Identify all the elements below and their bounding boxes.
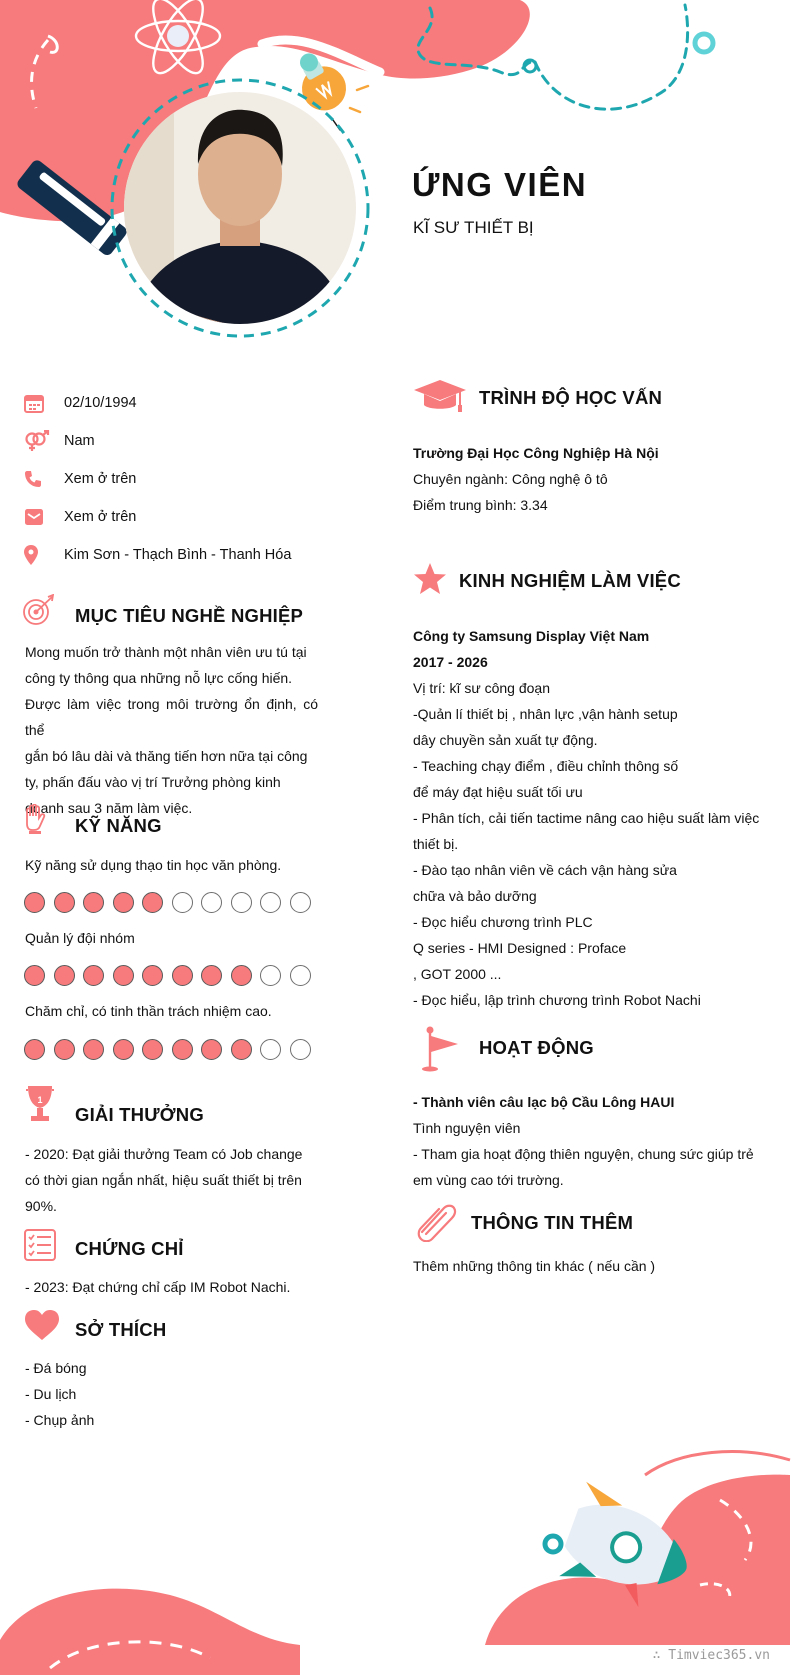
- rating-dot-filled: [83, 1039, 104, 1060]
- calendar-icon: [24, 391, 64, 415]
- rating-dot-filled: [201, 965, 222, 986]
- activities-line: - Tham gia hoạt động thiên nguyện, chung sức giúp trẻ: [413, 1146, 754, 1162]
- contact-address: [24, 536, 324, 574]
- activities-line: Tình nguyện viên: [413, 1120, 521, 1136]
- contact-list: [24, 384, 324, 574]
- awards-line: 90%.: [25, 1198, 57, 1214]
- education-major: Chuyên ngành: Công nghệ ô tô: [413, 471, 608, 487]
- certificate-line: - 2023: Đạt chứng chỉ cấp IM Robot Nachi.: [25, 1279, 291, 1295]
- rating-dot-empty: [260, 892, 281, 913]
- certificates-text: [25, 1274, 318, 1300]
- location-icon: [24, 543, 64, 567]
- experience-period: 2017 - 2026: [413, 654, 488, 670]
- extra-title: THÔNG TIN THÊM: [471, 1212, 634, 1233]
- contact-phone: [24, 460, 324, 498]
- experience-line: để máy đạt hiệu suất tối ưu: [413, 784, 583, 800]
- hobbies-title: SỞ THÍCH: [75, 1319, 167, 1340]
- hand-icon: [23, 804, 47, 839]
- education-title: TRÌNH ĐỘ HỌC VẤN: [479, 387, 663, 408]
- objective-title: MỤC TIÊU NGHỀ NGHIỆP: [75, 605, 304, 626]
- rating-dot-filled: [142, 965, 163, 986]
- rating-dot-filled: [83, 965, 104, 986]
- rating-dot-empty: [201, 892, 222, 913]
- contact-gender: [24, 422, 324, 460]
- objective-line: doanh sau 3 năm làm việc.: [25, 800, 193, 816]
- email-icon: [24, 505, 64, 529]
- paperclip-icon: [414, 1202, 458, 1247]
- rating-dot-empty: [290, 1039, 311, 1060]
- experience-line: - Teaching chạy điểm , điều chỉnh thông số: [413, 758, 679, 774]
- activities-title: HOẠT ĐỘNG: [479, 1037, 594, 1058]
- extra-line: Thêm những thông tin khác ( nếu cần ): [413, 1258, 656, 1274]
- rating-dot-filled: [54, 965, 75, 986]
- education-school: Trường Đại Học Công Nghiệp Hà Nội: [413, 445, 659, 461]
- target-icon: [22, 594, 58, 631]
- experience-text: [413, 623, 770, 1013]
- experience-line: - Đọc hiểu, lập trình chương trình Robot Nachi: [413, 992, 701, 1008]
- rating-dot-filled: [231, 1039, 252, 1060]
- rating-dot-filled: [24, 965, 45, 986]
- hobby-line: - Chụp ảnh: [25, 1412, 95, 1428]
- experience-title: KINH NGHIỆM LÀM VIỆC: [459, 570, 681, 591]
- experience-line: - Đào tạo nhân viên về cách vận hàng sửa: [413, 862, 677, 878]
- bottom-decoration: [0, 1430, 800, 1675]
- profile-photo: [104, 80, 376, 352]
- rating-dot-filled: [113, 965, 134, 986]
- rating-dot-filled: [172, 965, 193, 986]
- experience-line: dây chuyền sản xuất tự động.: [413, 732, 598, 748]
- experience-line: Vị trí: kĩ sư công đoạn: [413, 680, 550, 696]
- experience-company: Công ty Samsung Display Việt Nam: [413, 628, 650, 644]
- rating-dot-filled: [201, 1039, 222, 1060]
- experience-line: chữa và bảo dưỡng: [413, 888, 537, 904]
- objective-text: [25, 639, 318, 821]
- skill-rating: [24, 965, 311, 986]
- objective-line: gắn bó lâu dài và thăng tiến hơn nữa tại công: [25, 748, 308, 764]
- contact-birthday: [24, 384, 324, 422]
- rating-dot-filled: [113, 1039, 134, 1060]
- rating-dot-filled: [231, 965, 252, 986]
- rating-dot-filled: [54, 1039, 75, 1060]
- rating-dot-empty: [260, 965, 281, 986]
- skill-rating: [24, 892, 311, 913]
- experience-line: thiết bị.: [413, 836, 459, 852]
- rating-dot-filled: [142, 1039, 163, 1060]
- awards-title: GIẢI THƯỞNG: [75, 1104, 204, 1125]
- skill-label: Chăm chỉ, có tinh thần trách nhiệm cao.: [25, 1003, 272, 1019]
- flag-icon: [420, 1026, 460, 1077]
- experience-line: Q series - HMI Designed : Proface: [413, 940, 627, 956]
- rating-dot-filled: [24, 892, 45, 913]
- rating-dot-filled: [172, 1039, 193, 1060]
- awards-line: - 2020: Đạt giải thưởng Team có Job change: [25, 1146, 303, 1162]
- experience-line: - Đọc hiểu chương trình PLC: [413, 914, 593, 930]
- skills-title: KỸ NĂNG: [75, 815, 162, 836]
- graduation-cap-icon: [412, 378, 468, 419]
- contact-address-text: Kim Sơn - Thạch Bình - Thanh Hóa: [64, 547, 292, 563]
- rating-dot-filled: [142, 892, 163, 913]
- hobbies-text: [25, 1355, 318, 1433]
- hobby-line: - Du lịch: [25, 1386, 77, 1402]
- education-gpa: Điểm trung bình: 3.34: [413, 497, 548, 513]
- rating-dot-empty: [260, 1039, 281, 1060]
- education-text: [413, 440, 770, 518]
- phone-icon: [24, 467, 64, 491]
- objective-line: Mong muốn trở thành một nhân viên ưu tú tại: [25, 644, 307, 660]
- contact-phone-text: Xem ở trên: [64, 471, 137, 487]
- rating-dot-empty: [172, 892, 193, 913]
- checklist-icon: [24, 1229, 56, 1266]
- contact-gender-text: Nam: [64, 433, 95, 449]
- watermark: ∴ Timviec365.vn: [652, 1648, 770, 1663]
- activities-line: em vùng cao tới trường.: [413, 1172, 564, 1188]
- awards-text: [25, 1141, 318, 1219]
- skill-label: Kỹ năng sử dụng thạo tin học văn phòng.: [25, 857, 282, 873]
- svg-text:1: 1: [37, 1095, 43, 1105]
- gender-icon: [24, 429, 64, 453]
- experience-line: - Phân tích, cải tiến tactime nâng cao hiệu suất làm việc: [413, 810, 760, 826]
- contact-email: [24, 498, 324, 536]
- contact-birthday-text: 02/10/1994: [64, 395, 137, 411]
- rating-dot-filled: [83, 892, 104, 913]
- activities-heading: - Thành viên câu lạc bộ Cầu Lông HAUI: [413, 1094, 675, 1110]
- certificates-title: CHỨNG CHỈ: [75, 1238, 184, 1259]
- rating-dot-empty: [290, 965, 311, 986]
- rating-dot-filled: [113, 892, 134, 913]
- rating-dot-filled: [54, 892, 75, 913]
- extra-text: [413, 1253, 770, 1279]
- contact-email-text: Xem ở trên: [64, 509, 137, 525]
- job-title: KĨ SƯ THIẾT BỊ: [413, 218, 534, 237]
- candidate-name: ỨNG VIÊN: [412, 166, 588, 203]
- objective-line: Được làm việc trong môi trường ổn định, có thể: [25, 696, 318, 738]
- star-icon: [413, 562, 447, 601]
- rating-dot-empty: [231, 892, 252, 913]
- experience-line: -Quản lí thiết bị , nhân lực ,vận hành setup: [413, 706, 678, 722]
- hobby-line: - Đá bóng: [25, 1360, 87, 1376]
- trophy-icon: [24, 1084, 56, 1129]
- rating-dot-empty: [290, 892, 311, 913]
- objective-line: công ty thông qua những nỗ lực cống hiến.: [25, 670, 293, 686]
- skill-rating: [24, 1039, 311, 1060]
- activities-text: [413, 1089, 770, 1193]
- experience-line: , GOT 2000 ...: [413, 966, 502, 982]
- rating-dot-filled: [24, 1039, 45, 1060]
- skill-label: Quản lý đội nhóm: [25, 930, 135, 946]
- objective-line: ty, phấn đấu vào vị trí Trưởng phòng kinh: [25, 774, 281, 790]
- heart-icon: [24, 1309, 60, 1346]
- awards-line: có thời gian ngắn nhất, hiệu suất thiết bị trên: [25, 1172, 302, 1188]
